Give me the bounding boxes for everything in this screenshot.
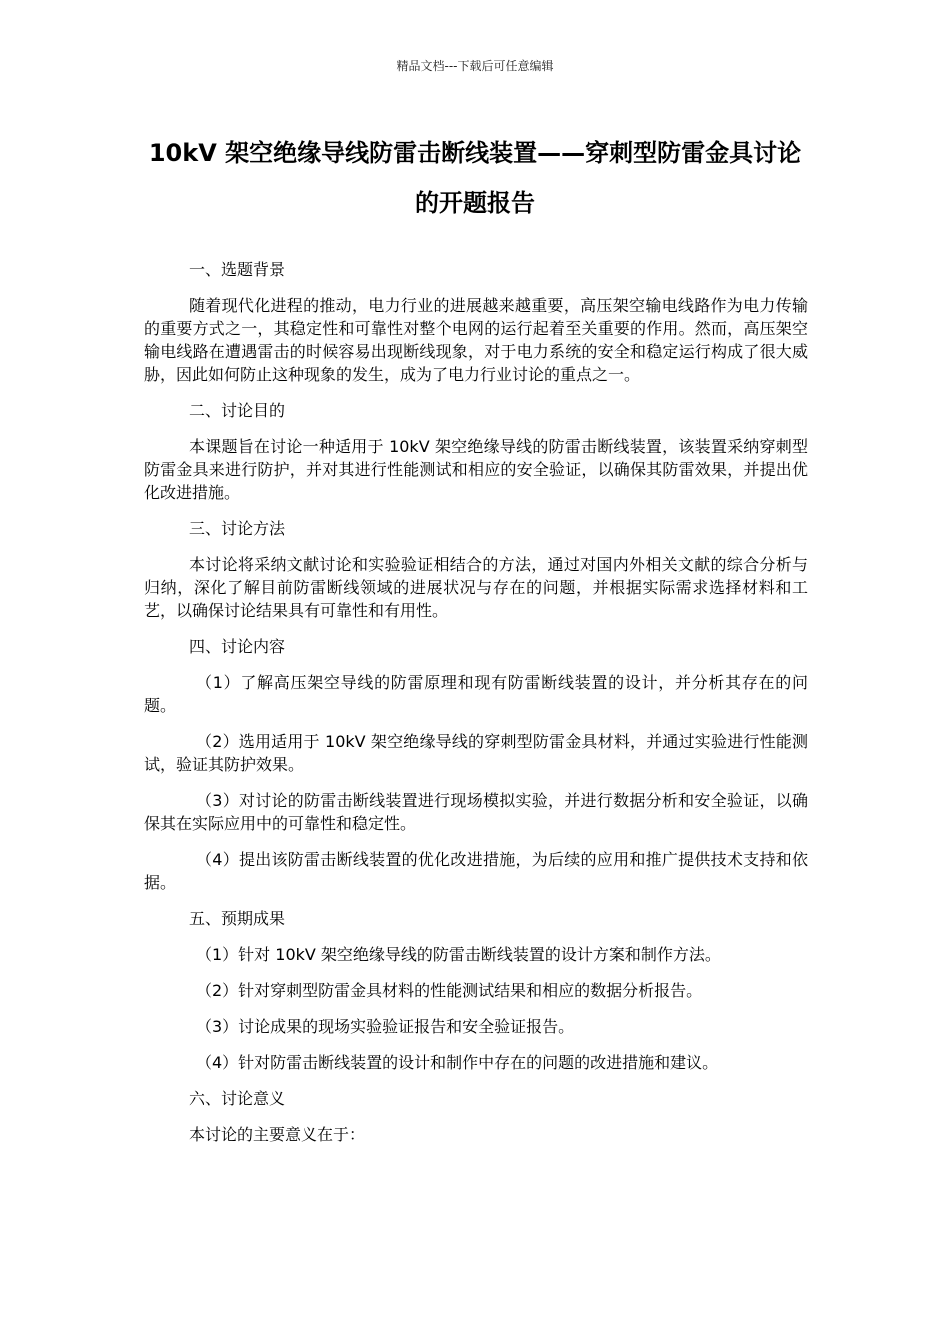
header-note: 精品文档---下载后可任意编辑 bbox=[396, 59, 554, 73]
content-item-3: （3）对讨论的防雷击断线装置进行现场模拟实验，并进行数据分析和安全验证，以确保其在实际应用中的可靠性和稳定性。 bbox=[144, 791, 808, 833]
paragraph-method: 本讨论将采纳文献讨论和实验验证相结合的方法，通过对国内外相关文献的综合分析与归纳，深化了解目前防雷断线领域的进展状况与存在的问题，并根据实际需求选择材料和工艺，以确保讨论结果具有可靠性和有用性。 bbox=[144, 555, 808, 620]
paragraph-significance: 本讨论的主要意义在于： bbox=[189, 1125, 366, 1144]
section-heading-background: 一、选题背景 bbox=[189, 260, 286, 279]
result-item-1: （1）针对 10kV 架空绝缘导线的防雷击断线装置的设计方案和制作方法。 bbox=[196, 945, 721, 964]
section-heading-significance: 六、讨论意义 bbox=[189, 1089, 286, 1108]
section-heading-content: 四、讨论内容 bbox=[189, 637, 286, 656]
section-heading-method: 三、讨论方法 bbox=[189, 519, 286, 538]
document-title: 10kV 架空绝缘导线防雷击断线装置——穿刺型防雷金具讨论的开题报告 bbox=[148, 139, 802, 217]
result-item-3: （3）讨论成果的现场实验验证报告和安全验证报告。 bbox=[196, 1017, 575, 1036]
result-item-4: （4）针对防雷击断线装置的设计和制作中存在的问题的改进措施和建议。 bbox=[196, 1053, 719, 1072]
document-body bbox=[144, 258, 808, 1159]
section-heading-purpose: 二、讨论目的 bbox=[189, 401, 286, 420]
paragraph-purpose: 本课题旨在讨论一种适用于 10kV 架空绝缘导线的防雷击断线装置，该装置采纳穿刺型防雷金具来进行防护，并对其进行性能测试和相应的安全验证，以确保其防雷效果，并提出优化改进措施。 bbox=[144, 437, 808, 502]
result-item-2: （2）针对穿刺型防雷金具材料的性能测试结果和相应的数据分析报告。 bbox=[196, 981, 703, 1000]
paragraph-background: 随着现代化进程的推动，电力行业的进展越来越重要，高压架空输电线路作为电力传输的重要方式之一，其稳定性和可靠性对整个电网的运行起着至关重要的作用。然而，高压架空输电线路在遭遇雷击的时候容易出现断线现象，对于电力系统的安全和稳定运行构成了很大威胁，因此如何防止这种现象的发生，成为了电力行业讨论的重点之一。 bbox=[144, 296, 808, 384]
section-heading-expected-results: 五、预期成果 bbox=[189, 909, 286, 928]
content-item-1: （1）了解高压架空导线的防雷原理和现有防雷断线装置的设计，并分析其存在的问题。 bbox=[144, 673, 808, 715]
content-item-4: （4）提出该防雷击断线装置的优化改进措施，为后续的应用和推广提供技术支持和依据。 bbox=[144, 850, 808, 892]
content-item-2: （2）选用适用于 10kV 架空绝缘导线的穿刺型防雷金具材料，并通过实验进行性能测试，验证其防护效果。 bbox=[144, 732, 808, 774]
